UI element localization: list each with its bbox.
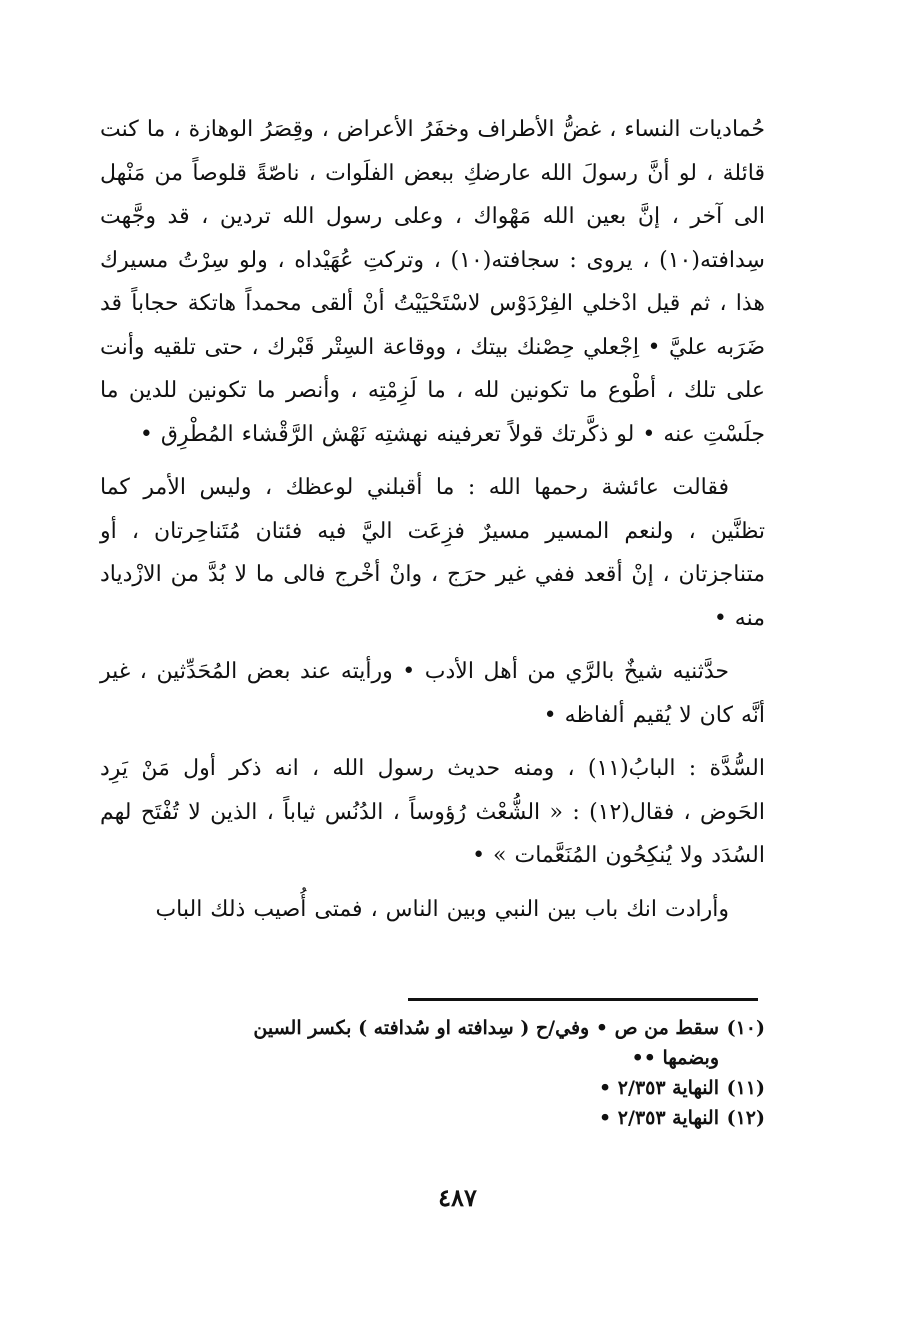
paragraph-1: حُماديات النساء ، غضُّ الأطراف وخفَرُ الأعراض ، وقِصَرُ الوهازة ، ما كنت قائلة ، لو أنَّ رسولَ الله عارضكِ ببعض الفلَوات ، ناصّةً قلوصاً من مَنْهل الى آخر ، إنَّ بعين الله مَهْواك ، وعلى رسول الله تردين ، قد وجَّهت سِدافته(١٠) ، يروى : سجافته(١٠) ، وتركتِ عُهَيْداه ، ولو سِرْتُ مسيرك هذا ، ثم قيل ادْخلي الفِرْدَوْس لاسْتَحْيَيْتُ أنْ ألقى محمداً هاتكة حجاباً قد ضَرَبه عليَّ • اِجْعلي حِصْنك بيتك ، ووقاعة السِتْر قَبْرك ، حتى تلقيه وأنت على تلك ، أطْوع ما تكونين لله ، ما لَزِمْتِه ، وأنصر ما تكونين للدين ما جلَسْتِ عنه • لو ذكَّرتك قولاً تعرفينه نهشتِه نَهْش الرَّقْشاء المُطْرِق • — [100, 117, 765, 447]
paragraph-3: حدَّثنيه شيخٌ بالرَّي من أهل الأدب • ورأيته عند بعض المُحَدِّثين ، غير أنَّه كان لا يُقيم ألفاظه • — [100, 659, 765, 728]
paragraph-2: فقالت عائشة رحمها الله : ما أقبلني لوعظك ، وليس الأمر كما تظنَّين ، ولنعم المسير مسيرٌ فزِعَت اليَّ فيه فئتان مُتَناحِرتان ، أو متناجزتان ، إنْ أقعد ففي غير حرَج ، وانْ أخْرج فالى ما لا بُدَّ من الازْدياد منه • — [100, 475, 765, 631]
footnote-12 — [100, 1103, 765, 1133]
paragraph-4: السُّدَّة : البابُ(١١) ، ومنه حديث رسول الله ، انه ذكر أول مَنْ يَرِد الحَوض ، فقال(١٢) : « الشُّعْث رُؤوساً ، الدُنُس ثياباً ، الذين لا تُفْتَح لهم السُدَد ولا يُنكِحُون المُنَعَّمات » • — [100, 756, 765, 868]
footnote-10-continued: وبضمها •• — [631, 1047, 719, 1069]
footnote-divider — [408, 998, 758, 1001]
footnotes — [100, 1013, 765, 1133]
footnote-11 — [100, 1073, 765, 1103]
page-number: ٤٨٧ — [438, 1183, 477, 1212]
paragraph-5: وأرادت انك باب بين النبي وبين الناس ، فمتى أُصيب ذلك الباب — [155, 896, 729, 922]
footnote-number: (١٢) — [726, 1107, 765, 1129]
footnote-number: (١٠) — [726, 1017, 765, 1039]
main-text — [100, 108, 765, 941]
footnote-number: (١١) — [726, 1077, 765, 1099]
footnote-10 — [100, 1013, 765, 1043]
footnote-text: سقط من ص • وفي/ح ( سِدافته او سُدافته ) بكسر السين — [253, 1017, 719, 1039]
footnote-text: النهاية ٢/٣٥٣ • — [599, 1077, 719, 1099]
footnote-text: النهاية ٢/٣٥٣ • — [599, 1107, 719, 1129]
